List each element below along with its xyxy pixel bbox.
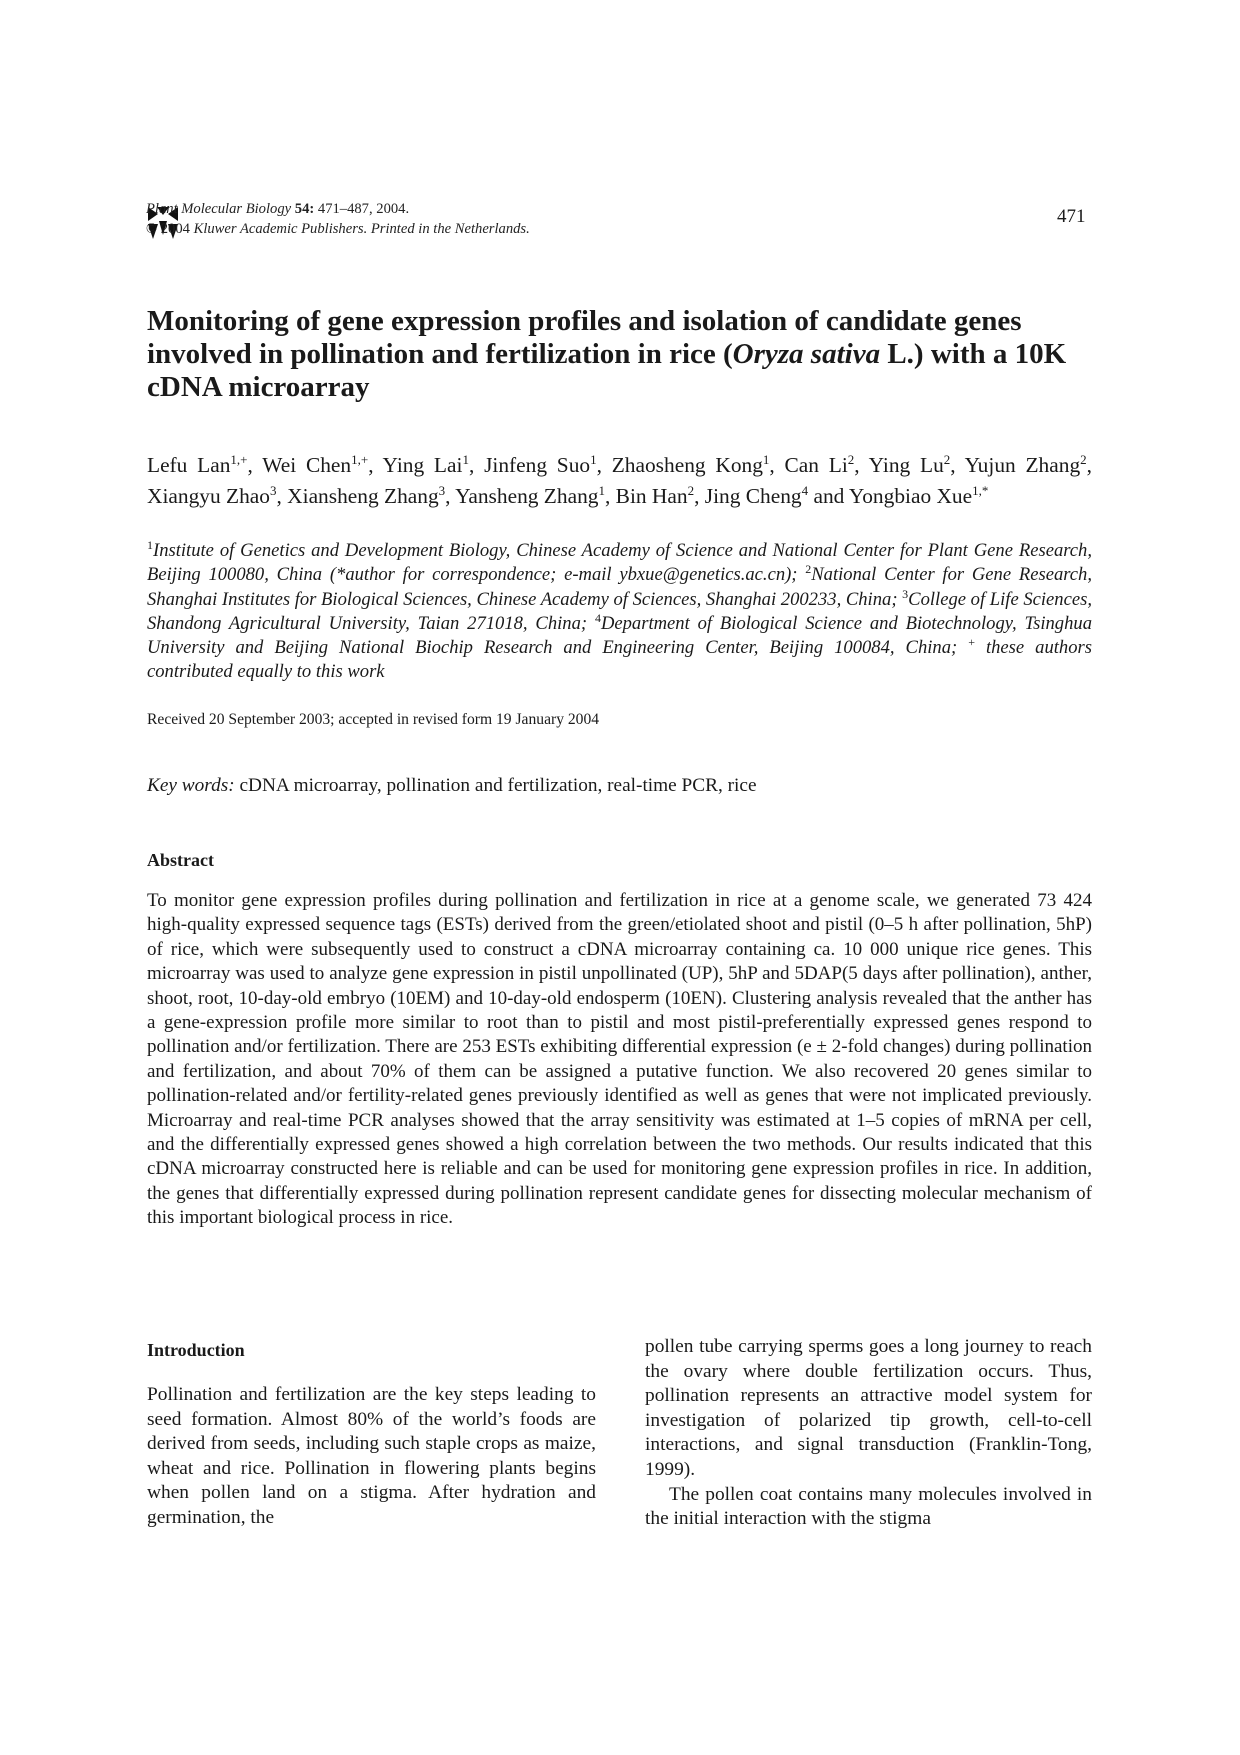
author-separator: , <box>769 453 785 477</box>
affiliation-text: College of Life Sciences, Shandong Agricultural University, Taian 271018, China; <box>147 588 1092 634</box>
author-name: Xiansheng Zhang <box>287 484 439 508</box>
author-separator: , <box>247 453 263 477</box>
journal-header <box>146 199 530 239</box>
keywords-text: cDNA microarray, pollination and fertilization, real-time PCR, rice <box>239 775 757 796</box>
title-species: Oryza sativa <box>732 338 881 370</box>
affiliation-marker: 1 <box>147 537 153 552</box>
author-name: Can Li <box>784 453 848 477</box>
page-number: 471 <box>1057 206 1086 227</box>
author-name: Bin Han <box>615 484 688 508</box>
title-part-1: Monitoring of gene expression profiles and isolation of candidate genes involved in pollination and fertilization in rice ( <box>147 305 1022 370</box>
journal-pages: 471–487, 2004. <box>317 201 410 217</box>
affiliation-marker: 2 <box>805 562 812 577</box>
author-affiliation-marker: 2 <box>847 451 855 467</box>
author-separator: , <box>694 484 705 508</box>
author-affiliation-marker: 1 <box>762 451 770 467</box>
author-name: Yongbiao Xue <box>848 484 973 508</box>
affiliation-text: National Center for Gene Research, Shanghai Institutes for Biological Sciences, Chinese Academy of Sciences, Shanghai 200233, China; <box>147 564 1092 610</box>
author-name: Xiangyu Zhao <box>147 484 270 508</box>
author-separator: , <box>950 453 965 477</box>
copyright-line <box>146 219 530 239</box>
author-name: Jing Cheng <box>704 484 802 508</box>
author-affiliation-marker: 2 <box>687 482 695 498</box>
author-affiliation-marker: 2 <box>943 451 951 467</box>
author-separator: , <box>468 453 485 477</box>
author-separator: , <box>445 484 456 508</box>
affiliation-marker: 4 <box>594 610 601 625</box>
author-name: Wei Chen <box>262 453 352 477</box>
author-affiliation-marker: 1,+ <box>351 451 369 467</box>
introduction-right-column <box>645 1335 1092 1532</box>
affiliations <box>147 539 1092 685</box>
affiliation-marker: + <box>968 635 975 649</box>
author-affiliation-marker: 3 <box>438 482 446 498</box>
affiliation-text: Institute of Genetics and Development Biology, Chinese Academy of Science and National Center for Plant Gene Research, Beijing 100080, China (*author for correspondence; e-mail ybxue@genetics.ac.cn); <box>147 540 1092 586</box>
author-separator: , <box>1086 453 1092 477</box>
journal-citation-line <box>146 199 530 219</box>
author-affiliation-marker: 1 <box>598 482 605 498</box>
author-name: Ying Lai <box>382 453 463 477</box>
copyright-symbol: © <box>146 221 158 237</box>
author-name: Yansheng Zhang <box>455 484 599 508</box>
author-name: Lefu Lan <box>147 453 231 477</box>
author-separator: , <box>604 484 616 508</box>
keywords <box>147 775 757 797</box>
copyright-year: 2004 <box>160 221 190 237</box>
publisher-notice: Kluwer Academic Publishers. Printed in the Netherlands. <box>193 221 530 237</box>
author-affiliation-marker: 1 <box>590 451 597 467</box>
author-name: Ying Lu <box>868 453 944 477</box>
author-separator: and <box>808 484 849 508</box>
introduction-heading: Introduction <box>147 1340 245 1360</box>
introduction-paragraph: The pollen coat contains many molecules involved in the initial interaction with the stigma <box>645 1483 1092 1530</box>
author-separator: , <box>854 453 869 477</box>
author-affiliation-marker: 1,+ <box>230 451 248 467</box>
author-name: Jinfeng Suo <box>484 453 591 477</box>
author-separator: , <box>596 453 612 477</box>
keywords-label: Key words: <box>147 775 235 796</box>
affiliation-text: Department of Biological Science and Biotechnology, Tsinghua University and Beijing National Biochip Research and Engineering Center, Beijing 100084, China; <box>147 612 1092 659</box>
author-name: Yujun Zhang <box>964 453 1081 477</box>
author-affiliation-marker: 1,* <box>972 482 989 498</box>
author-affiliation-marker: 1 <box>462 451 469 467</box>
author-separator: , <box>276 484 288 508</box>
introduction-left-column: Pollination and fertilization are the key steps leading to seed formation. Almost 80% of the world’s foods are derived from seeds, including such staple crops as maize, wheat and rice. Pollination in flowering plants begins when pollen land on a stigma. After hydration and germination, the <box>147 1384 596 1528</box>
author-affiliation-marker: 4 <box>801 482 809 498</box>
abstract-text: To monitor gene expression profiles during pollination and fertilization in rice at a genome scale, we generated 73 424 high-quality expressed sequence tags (ESTs) derived from the green/etiolated shoot and pistil (0–5 h after pollination, 5hP) of rice, which were subsequently used to construct a cDNA microarray containing ca. 10 000 unique rice genes. This microarray was used to analyze gene expression in pistil unpollinated (UP), 5hP and 5DAP(5 days after pollination), anther, shoot, root, 10-day-old embryo (10EM) and 10-day-old endosperm (10EN). Clustering analysis revealed that the anther has a gene-expression profile more similar to root than to pistil and most pistil-preferentially expressed genes respond to pollination and/or fertilization. There are 253 ESTs exhibiting differential expression (e ± 2-fold changes) during pollination and fertilization, and about 70% of them can be assigned a putative function. We also recovered 20 genes similar to pollination-related and/or fertility-related genes previously identified as well as genes that were not implicated previously. Microarray and real-time PCR analyses showed that the array sensitivity was estimated at 1–5 copies of mRNA per cell, and the differentially expressed genes showed a high correlation between the two methods. Our results indicated that this cDNA microarray constructed here is reliable and can be used for monitoring gene expression profiles in rice. In addition, the genes that differentially expressed during pollination represent candidate genes for dissecting molecular mechanism of this important biological process in rice. <box>147 890 1092 1229</box>
abstract-heading: Abstract <box>147 850 214 870</box>
introduction-paragraph: pollen tube carrying sperms goes a long journey to reach the ovary where double fertilization occurs. Thus, pollination represents an attractive model system for investigation of polarized tip growth, cell-to-cell interactions, and signal transduction (Franklin-Tong, 1999). <box>645 1336 1092 1480</box>
received-dates: Received 20 September 2003; accepted in revised form 19 January 2004 <box>147 711 600 728</box>
paper-title <box>147 305 1092 404</box>
affiliation-text: these authors contributed equally to this work <box>147 637 1092 683</box>
author-list <box>147 450 1092 512</box>
journal-volume: 54: <box>294 201 315 217</box>
author-separator: , <box>368 453 383 477</box>
affiliation-marker: 3 <box>902 586 909 601</box>
title-part-2: L.) with a 10K cDNA microarray <box>147 338 1067 403</box>
author-affiliation-marker: 2 <box>1080 451 1087 467</box>
author-affiliation-marker: 3 <box>269 482 277 498</box>
author-name: Zhaosheng Kong <box>611 453 763 477</box>
journal-name: Plant Molecular Biology <box>146 201 292 217</box>
